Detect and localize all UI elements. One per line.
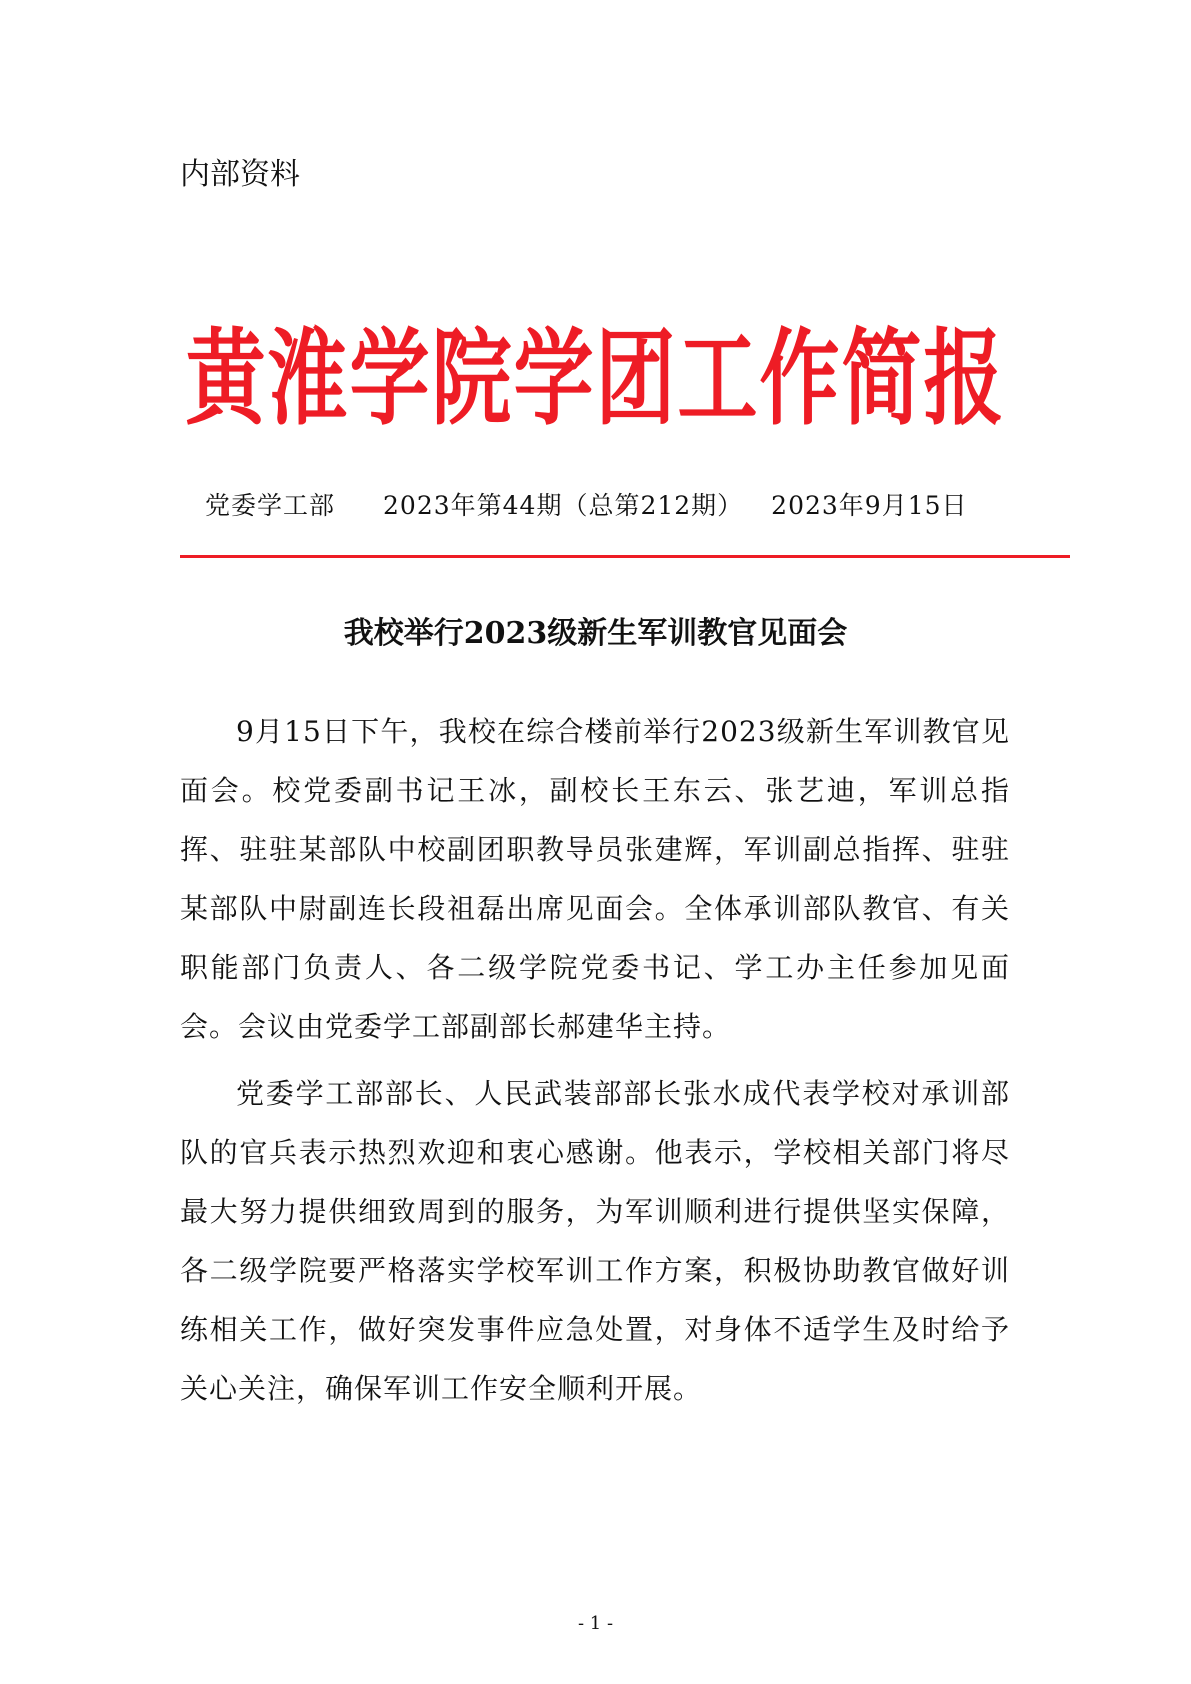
article-paragraph: 党委学工部部长、人民武装部部长张水成代表学校对承训部队的官兵表示热烈欢迎和衷心感谢。他表示，学校相关部门将尽最大努力提供细致周到的服务，为军训顺利进行提供坚实保障，各二级学院要严格落实学校军训工作方案，积极协助教官做好训练相关工作，做好突发事件应急处置，对身体不适学生及时给予关心关注，确保军训工作安全顺利开展。 — [180, 1077, 1010, 1405]
article-title: 我校举行2023级新生军训教官见面会 — [343, 616, 848, 651]
article-paragraph: 9月15日下午，我校在综合楼前举行2023级新生军训教官见面会。校党委副书记王冰，副校长王东云、张艺迪，军训总指挥、驻驻某部队中校副团职教导员张建辉，军训副总指挥、驻驻某部队中尉副连长段祖磊出席见面会。全体承训部队教官、有关职能部门负责人、各二级学院党委书记、学工办主任参加见面会。会议由党委学工部副部长郝建华主持。 — [180, 715, 1010, 1043]
classification-label: 内部资料 — [180, 157, 300, 192]
issue-date: 2023年9月15日 — [771, 491, 968, 520]
masthead-title: 黄淮学院学团工作简报 — [185, 316, 1006, 440]
red-divider — [180, 555, 1070, 558]
article-body — [180, 702, 1010, 1426]
issue-number: 2023年第44期（总第212期） — [383, 491, 744, 520]
issuer-label: 党委学工部 — [205, 491, 336, 520]
page-number: - 1 - — [577, 1613, 614, 1634]
issue-line — [205, 488, 968, 524]
